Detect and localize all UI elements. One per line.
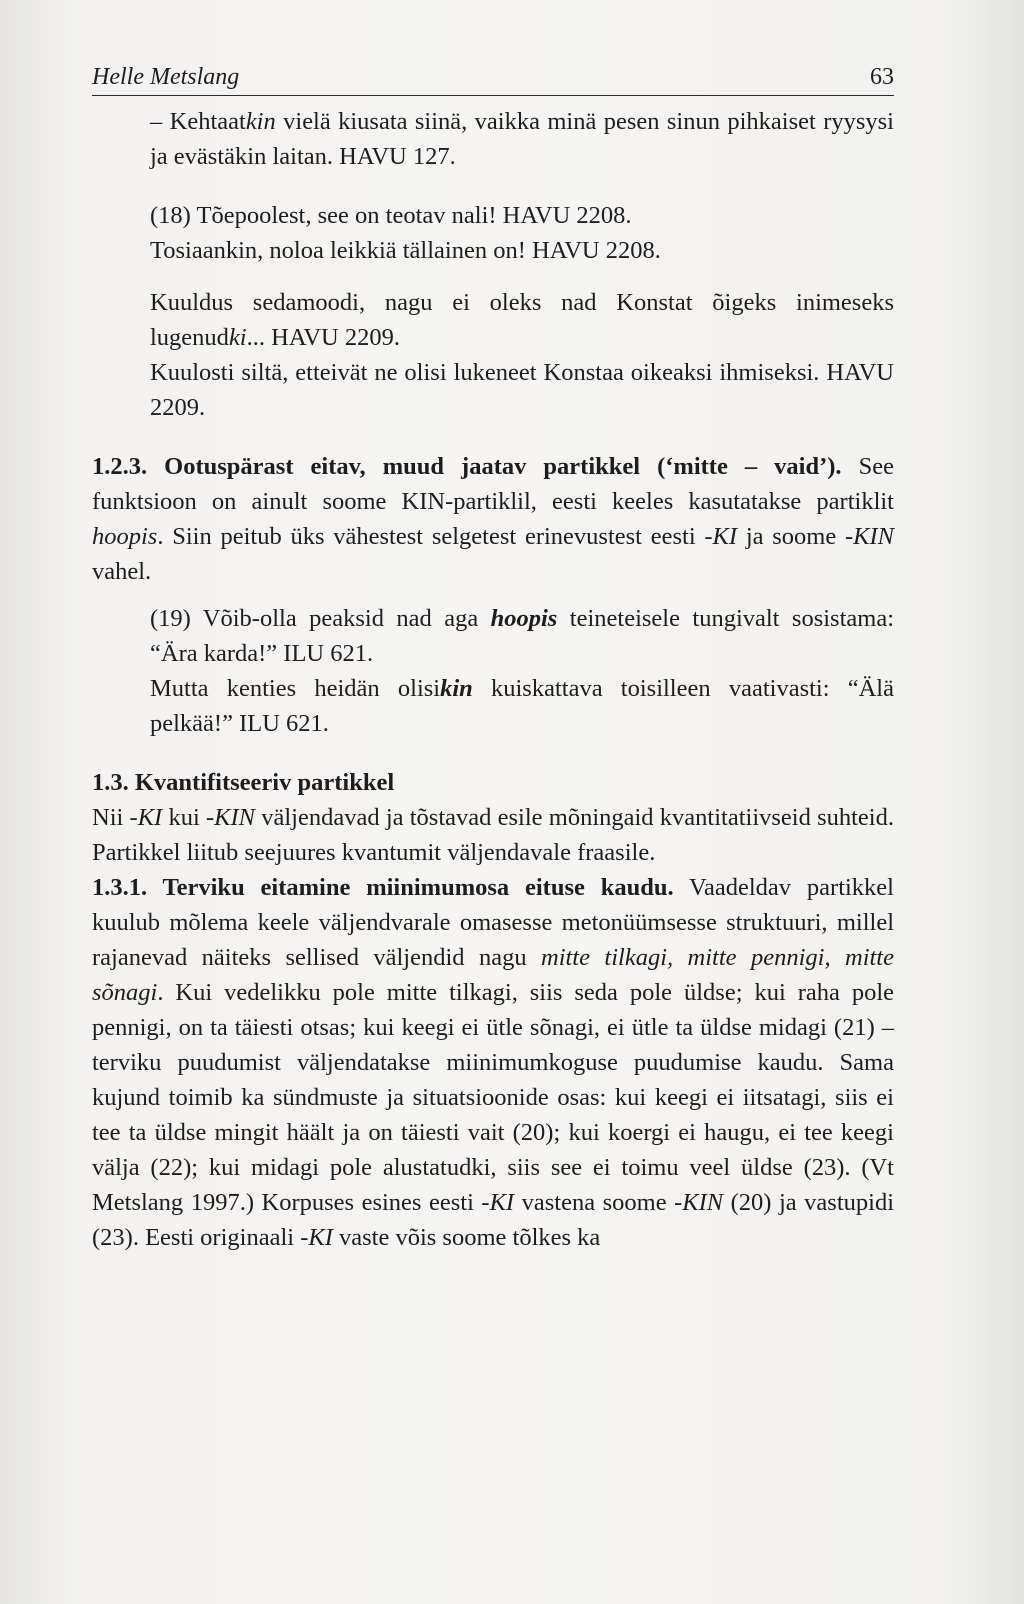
text-run: kin [245,108,276,135]
text-run: (18) Tõepoolest, see on teotav nali! HAVU 2208. [150,202,632,229]
text-run: -KI [704,523,738,550]
text-run: kin [440,675,473,702]
text-run: Tosiaankin, noloa leikkiä tällainen on! HAVU 2208. [150,237,661,264]
running-head-author: Helle Metslang [92,64,240,90]
text-run: vahel. [92,558,152,585]
text-run: Nii [92,804,130,831]
paragraph-b10 [92,800,894,870]
text-run: Mutta kenties heidän olisi [150,675,441,702]
text-run: vaste võis soome tõlkes ka [332,1224,601,1251]
text-run: mitte tilkagi, mitte pennigi, mitte sõnagi [92,944,894,1006]
text-run: Kuuldus sedamoodi, nagu ei oleks nad Konstat õigeks inimeseks lugenud [150,289,894,351]
paragraph-b4 [92,285,894,355]
text-run: vastena soome [514,1189,675,1216]
text-run: -KI [300,1224,333,1251]
text-run: ja soome [737,523,845,550]
text-run: . Kui vedelikku pole mitte tilkagi, siis seda pole üldse; kui raha pole pennigi, on ta täiesti otsas; kui keegi ei ütle sõnagi, ei ütle ta üldse midagi (21) – terviku puudumist väljendatakse miinimumkoguse puudumise kaudu. Sama kujund toimib ka sündmuste ja situatsioonide osas: kui keegi ei iitsatagi, siis ei tee ta üldse mingit häält ja on täiesti vait (20); kui koergi ei haugu, ei tee keegi välja (22); kui midagi pole alustatudki, siis see ei toimu veel üldse (23). (Vt Metslang 1997.) Korpuses esines eesti [92,979,894,1216]
paragraph-b1 [92,104,894,174]
text-run: hoopis [490,605,558,632]
paragraph-b3 [92,233,894,268]
text-run: -KI [129,804,163,831]
text-run: (20) ja vastupidi (23). Eesti originaali [92,1189,895,1251]
text-run: 1.3.1. Terviku eitamine miinimumosa eituse kaudu. [92,874,674,901]
paragraph-b9 [92,765,894,800]
text-run: Kuulosti siltä, etteivät ne olisi lukeneet Konstaa oikeaksi ihmiseksi. HAVU 2209. [150,359,894,421]
text-run: -KI [481,1189,515,1216]
paragraph-b2 [92,198,894,233]
text-run: Vaadeldav partikkel kuulub mõlema keele väljendvarale omasesse metonüümsesse struktuuri, millel rajanevad näiteks sellised väljendid nagu [92,874,894,971]
text-run: hoopis [92,523,158,550]
text-run: . Siin peitub üks vähestest selgetest erinevustest eesti [157,523,705,550]
text-run: -KIN [206,804,255,831]
text-run: (19) Võib-olla peaksid nad aga [150,605,491,632]
paragraph-b11 [92,870,894,1255]
body-text [92,104,894,1255]
text-run: 1.3. Kvantifitseeriv partikkel [92,769,395,796]
text-run: vielä kiusata siinä, vaikka minä pesen sinun pihkaiset ryysysi ja evästäkin laitan. HAVU 127. [150,108,894,170]
paragraph-b5 [92,355,894,425]
text-run: 1.2.3. Ootuspärast eitav, muud jaatav partikkel (‘mitte – vaid’). [92,453,842,480]
page-number: 63 [870,64,894,90]
text-run: kuiskattava toisilleen vaativasti: “Älä pelkää!” ILU 621. [150,675,894,737]
paragraph-b8 [92,671,894,741]
text-run: -KIN [845,523,894,550]
paragraph-b7 [92,601,894,671]
running-header [92,62,894,96]
text-run: See funktsioon on ainult soome KIN-partiklil, eesti keeles kasutatakse partiklit [92,453,894,515]
text-run: väljendavad ja tõstavad esile mõningaid kvantitatiivseid suhteid. Partikkel liitub seejuures kvantumit väljendavale fraasile. [92,804,894,866]
paragraph-b6 [92,449,894,589]
text-run: ... HAVU 2209. [246,324,400,351]
text-run: teineteisele tungivalt sosistama: “Ära karda!” ILU 621. [150,605,894,667]
text-run: -KIN [674,1189,724,1216]
text-run: ki [228,324,247,351]
page-content [92,62,894,1255]
text-run: – Kehtaat [150,108,246,135]
text-run: kui [162,804,206,831]
